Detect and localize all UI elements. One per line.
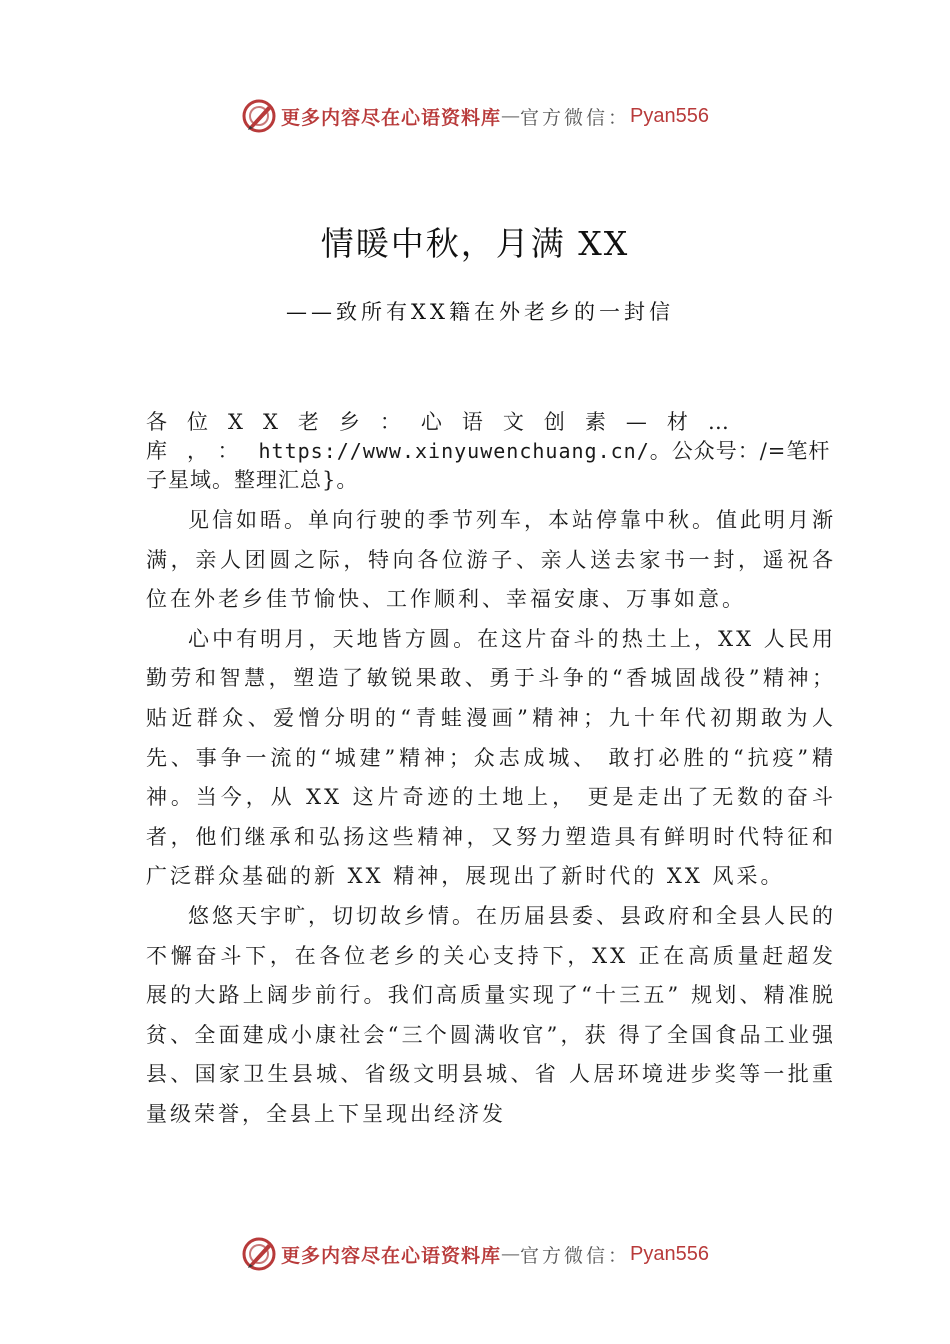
document-subtitle: ——致所有XX籍在外老乡的一封信 [286,300,674,324]
document-title: 情暖中秋，月满 XX [320,224,630,263]
banner-separator: — [501,1243,521,1265]
banner-separator: — [501,105,521,127]
document-body [146,408,836,1135]
footer-banner [0,1232,950,1276]
banner-wechat-id: Pyan556 [630,1242,709,1265]
paragraph: 心中有明月，天地皆方圆。在这片奋斗的热土上，XX 人民用勤劳和智慧，塑造了敏锐果敢、勇于斗争的“香城固战役”精神；贴近群众、爱憎分明的“青蛙漫画”精神；九十年代初期敢为人先、事争一流的“城建”精神；众志成城、 敢打必胜的“抗疫”精神。当今，从 XX 这片奇迹的土地上， 更是走出了无数的奋斗者，他们继承和弘扬这些精神，又努力塑造具有鲜明时代特征和广泛群众基础的新 XX 精神，展现出了新时代的 XX 风采。 [146,626,836,889]
header-banner [0,94,950,138]
salutation-rest: 。公众号：/=笔杆子星域。整理汇总}。 [146,439,831,492]
banner-main-text: 更多内容尽在心语资料库 [281,1244,502,1267]
pen-logo-icon [241,98,277,134]
salutation [146,408,836,495]
paragraph: 悠悠天宇旷，切切故乡情。在历届县委、县政府和全县人民的不懈奋斗下，在各位老乡的关心支持下，XX 正在高质量赶超发展的大路上阔步前行。我们高质量实现了“十三五” 规划、精准脱贫、全面建成小康社会“三个圆满收官”，获 得了全国食品工业强县、国家卫生县城、省级文明县城、省 人居环境进步奖等一批重量级荣誉，全县上下呈现出经济发 [146,903,836,1126]
banner-wechat-label: 官方微信： [520,106,631,129]
salutation-watermark: 心语文创素—材…库，： [146,410,749,463]
salutation-greeting: 各位XX老乡： [146,410,421,434]
paragraph: 见信如晤。单向行驶的季节列车，本站停靠中秋。值此明月渐满，亲人团圆之际，特向各位游子、亲人送去家书一封，遥祝各位在外老乡佳节愉快、工作顺利、幸福安康、万事如意。 [146,508,836,612]
banner-wechat-label: 官方微信： [520,1244,631,1267]
banner-wechat-id: Pyan556 [630,104,709,127]
pen-logo-icon [241,1236,277,1272]
salutation-url: https://www.xinyuwenchuang.cn/ [258,439,650,463]
banner-main-text: 更多内容尽在心语资料库 [281,106,502,129]
